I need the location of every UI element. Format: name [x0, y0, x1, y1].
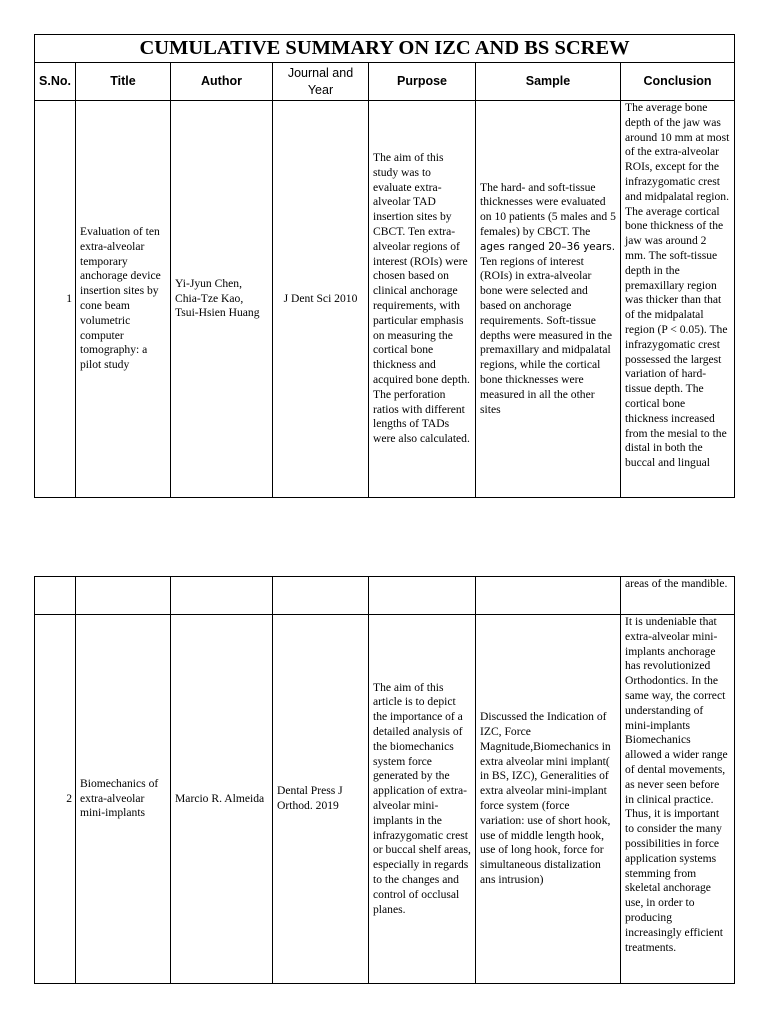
row-author: Yi-Jyun Chen, Chia-Tze Kao, Tsui-Hsien Huang — [171, 101, 273, 498]
row-journal-year: J Dent Sci 2010 — [273, 101, 369, 498]
header-conclusion: Conclusion — [621, 63, 735, 101]
row-conclusion: It is undeniable that extra-alveolar mini-implants anchorage has revolutionized Orthodontics. In the same way, the correct understanding of mini-implants Biomechanics allowed a wider range of dental movements, as never seen before in clinical practice. Thus, it is important to consider the many possibilities in force application systems stemming from skeletal anchorage use, in order to producing increasingly efficient treatments. — [621, 615, 735, 984]
row-purpose: The aim of this study was to evaluate extra-alveolar TAD insertion sites by CBCT. Ten extra-alveolar regions of interest (ROIs) were chosen based on clinical anchorage requirements, with particular emphasis on measuring the cortical bone thickness and acquired bone depth. The perforation ratios with different lengths of TADs were also calculated. — [369, 101, 476, 498]
table-row — [35, 101, 735, 498]
row-sno: 2 — [35, 615, 76, 984]
header-author: Author — [171, 63, 273, 101]
row-purpose: The aim of this article is to depict the importance of a detailed analysis of the biomechanics system force generated by the application of extra-alveolar mini-implants in the infrazygomatic crest or buccal shelf areas, especially in regards to the changes and control of occlusal planes. — [369, 615, 476, 984]
cont-journal-year — [273, 577, 369, 615]
row-sample-text-c: Ten regions of interest (ROIs) in extra-alveolar bone were selected and based on anchorage requirements. Soft-tissue depths were measured in the premaxillary and midpalatal regions, while the cortical bone thicknesses were measured in all the other sites — [480, 254, 612, 416]
header-sno: S.No. — [35, 63, 76, 101]
header-title: Title — [76, 63, 171, 101]
row-sno: 1 — [35, 101, 76, 498]
summary-table-page-2 — [34, 576, 735, 984]
row-journal-year: Dental Press J Orthod. 2019 — [273, 615, 369, 984]
cont-title — [76, 577, 171, 615]
row-title: Evaluation of ten extra-alveolar temporary anchorage device insertion sites by cone beam volumetric computer tomography: a pilot study — [76, 101, 171, 498]
table-row — [35, 615, 735, 984]
cont-purpose — [369, 577, 476, 615]
row-conclusion-continued: areas of the mandible. — [621, 577, 735, 615]
header-row — [35, 63, 735, 101]
summary-table-page-1 — [34, 34, 735, 498]
cont-sno — [35, 577, 76, 615]
row-conclusion: The average bone depth of the jaw was around 10 mm at most of the extra-alveolar ROIs, except for the infrazygomatic crest and midpalatal region. The average cortical bone thickness of the jaw was around 2 mm. The soft-tissue depth in the premaxillary region was thicker than that of the midpalatal region (P < 0.05). The infrazygomatic crest possessed the largest variation of hard-tissue depth. The cortical bone thickness increased from the mesial to the distal in both the buccal and lingual — [621, 101, 735, 498]
header-purpose: Purpose — [369, 63, 476, 101]
header-journal-year: Journal and Year — [273, 63, 369, 101]
cont-author — [171, 577, 273, 615]
row-sample-text-a: The hard- and soft-tissue thicknesses were evaluated on 10 patients (5 males and 5 females) by CBCT. The — [480, 180, 616, 239]
table-title: CUMULATIVE SUMMARY ON IZC AND BS SCREW — [35, 35, 735, 63]
header-sample: Sample — [476, 63, 621, 101]
table-row-continued — [35, 577, 735, 615]
row-title: Biomechanics of extra-alveolar mini-implants — [76, 615, 171, 984]
row-sample: Discussed the Indication of IZC, Force Magnitude,Biomechanics in extra alveolar mini implant( in BS, IZC), Generalities of extra alveolar mini-implant force system (force variation: use of short hook, use of middle length hook, use of long hook, force for simultaneous distalization ans intrusion) — [476, 615, 621, 984]
row-sample-text-b: ages ranged 20–36 years. — [480, 240, 616, 253]
row-sample — [476, 101, 621, 498]
row-author: Marcio R. Almeida — [171, 615, 273, 984]
cont-sample — [476, 577, 621, 615]
